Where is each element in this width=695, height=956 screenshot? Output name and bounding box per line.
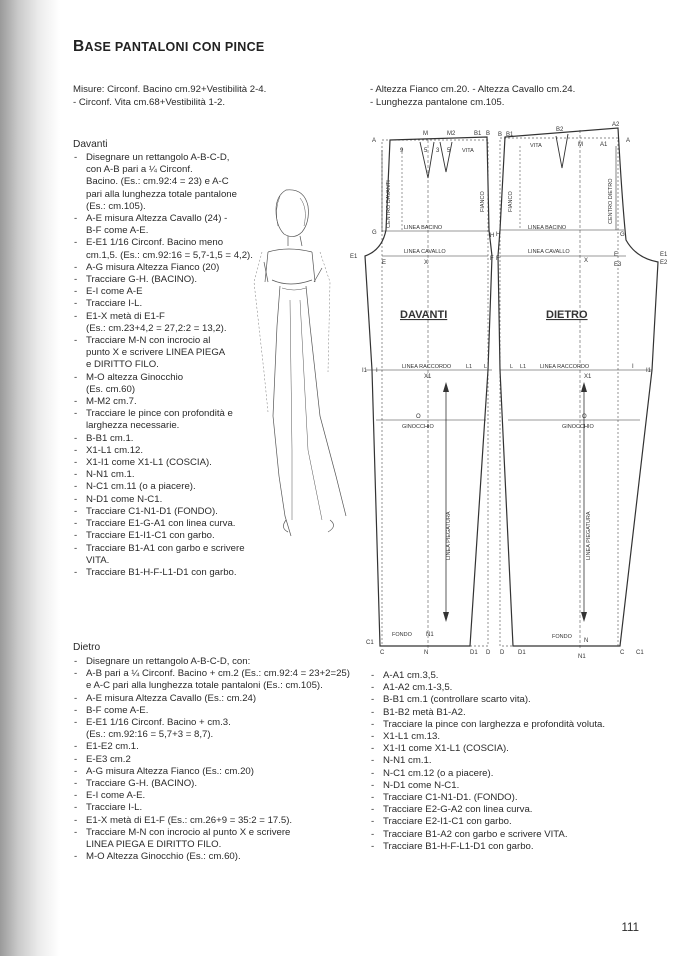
measures-left-1: Misure: Circonf. Bacino cm.92+Vestibilità 2-4. — [73, 84, 267, 95]
list-item: - A1-A2 cm.1-3,5. — [370, 682, 605, 694]
page-number: 111 — [621, 922, 639, 934]
list-item: - Disegnare un rettangolo A-B-C-D, — [73, 152, 253, 164]
back-linea-bacino: LINEA BACINO — [528, 225, 567, 231]
measures-right-1: - Altezza Fianco cm.20. - Altezza Cavallo cm.24. — [370, 84, 576, 95]
back-point-x: X — [584, 258, 589, 264]
list-item: - E-E1 1/16 Circonf. Bacino meno — [73, 237, 253, 249]
back-point-g: G — [620, 232, 625, 238]
front-point-c: C — [380, 650, 385, 656]
list-item: - B-B1 cm.1. — [73, 433, 253, 445]
back-point-e3: E3 — [614, 262, 622, 268]
list-item: - E-E3 cm.2 — [73, 754, 350, 766]
front-point-m: M — [423, 131, 428, 137]
back-vita: VITA — [530, 143, 542, 149]
list-item: (Es.: cm.105). — [86, 200, 146, 212]
back-point-i1: I1 — [646, 368, 652, 374]
front-linea-cavallo: LINEA CAVALLO — [404, 249, 446, 255]
front-linea-piegatura: LINEA PIEGATURA — [446, 511, 452, 560]
list-item: - E-I come A-E. — [73, 790, 350, 802]
front-point-d: D — [486, 650, 491, 656]
back-centro-dietro: CENTRO DIETRO — [608, 178, 614, 224]
back-pattern-panel — [498, 128, 658, 650]
back-point-o: O — [582, 414, 587, 420]
list-item: - E1-X metà di E1-F (Es.: cm.26+9 = 35:2 = 17.5). — [73, 815, 350, 827]
list-item: - E1-X metà di E1-F — [73, 311, 253, 323]
front-point-i: I — [376, 368, 378, 374]
list-item: - Tracciare C1-N1-D1 (FONDO). — [73, 506, 253, 518]
front-pattern-panel — [360, 137, 495, 650]
list-item: - Tracciare B1-A2 con garbo e scrivere VITA. — [370, 829, 605, 841]
back-point-a2: A2 — [612, 122, 620, 128]
front-point-g: G — [372, 230, 377, 236]
list-item: - Tracciare E1-G-A1 con linea curva. — [73, 518, 253, 530]
list-item: - A-B pari a ¼ Circonf. Bacino + cm.2 (Es.: cm.92:4 = 23+2=25) — [73, 668, 350, 680]
back-point-b: B — [498, 132, 503, 138]
list-item: - E1-E2 cm.1. — [73, 741, 350, 753]
back-point-b2: B2 — [556, 127, 564, 133]
list-item: - X1-L1 cm.12. — [73, 445, 253, 457]
list-item: - A-G misura Altezza Fianco (Es.: cm.20) — [73, 766, 350, 778]
list-item: cm.1,5. (Es.: cm.92:16 = 5,7-1,5 = 4,2). — [86, 249, 253, 261]
list-item: - Tracciare I-L. — [73, 802, 350, 814]
list-item: - A-A1 cm.3,5. — [370, 670, 605, 682]
back-point-h: H — [496, 232, 501, 238]
list-item: - N-D1 come N-C1. — [73, 494, 253, 506]
front-point-a: A — [372, 138, 377, 144]
front-point-f: F — [490, 256, 494, 262]
front-point-d1: D1 — [470, 650, 478, 656]
list-item: - Tracciare E2-G-A2 con linea curva. — [370, 804, 605, 816]
front-measure-3: 3 — [436, 148, 440, 154]
front-point-l: L — [484, 364, 488, 370]
list-item: con A-B pari a ¼ Circonf. — [86, 164, 193, 176]
front-point-e1: E1 — [350, 254, 358, 260]
list-item: e A-C pari alla lunghezza totale pantaloni (Es.: cm.105). — [86, 680, 323, 692]
list-item: - Disegnare un rettangolo A-B-C-D, con: — [73, 656, 350, 668]
list-item: - X1-I1 come X1-L1 (COSCIA). — [73, 457, 253, 469]
list-item: - N-C1 cm.12 (o a piacere). — [370, 768, 605, 780]
front-centro-davanti: CENTRO DAVANTI — [386, 180, 392, 228]
back-fianco: FIANCO — [508, 191, 514, 212]
front-point-n: N — [424, 650, 429, 656]
front-point-l1: L1 — [466, 364, 473, 370]
list-item: - A-G misura Altezza Fianco (20) — [73, 262, 253, 274]
front-point-m2: M2 — [447, 131, 456, 137]
back-linea-cavallo: LINEA CAVALLO — [528, 249, 570, 255]
front-point-x: X — [424, 260, 429, 266]
back-point-c: C — [620, 650, 625, 656]
list-item: - A-E misura Altezza Cavallo (24) - — [73, 213, 253, 225]
back-linea-piegatura: LINEA PIEGATURA — [586, 511, 592, 560]
list-item: - B1-B2 metà B1-A2. — [370, 707, 605, 719]
dietro-heading: Dietro — [73, 642, 101, 653]
back-point-d: D — [500, 650, 505, 656]
back-title: DIETRO — [546, 309, 588, 321]
back-point-e: E — [614, 252, 619, 258]
back-point-m: M — [578, 142, 583, 148]
front-point-x1: X1 — [424, 374, 432, 380]
measures-right-2: - Lunghezza pantalone cm.105. — [370, 97, 505, 108]
back-point-b1: B1 — [506, 132, 514, 138]
list-item: - E-I come A-E — [73, 286, 253, 298]
list-item: LINEA PIEGA E DIRITTO FILO. — [86, 839, 222, 851]
list-item: (Es. cm.60) — [86, 383, 136, 395]
front-point-b1: B1 — [474, 131, 482, 137]
back-point-i: I — [632, 364, 634, 370]
front-point-o: O — [416, 414, 421, 420]
back-linea-raccordo: LINEA RACCORDO — [540, 364, 590, 370]
list-item: B-F come A-E. — [86, 225, 149, 237]
back-point-e2: E2 — [660, 260, 668, 266]
fashion-figure-sketch — [264, 190, 346, 536]
back-point-l1: L1 — [520, 364, 527, 370]
back-ginocchio: GINOCCHIO — [562, 424, 594, 430]
list-item: - M-O Altezza Ginocchio (Es.: cm.60). — [73, 851, 350, 863]
list-item: - A-E misura Altezza Cavallo (Es.: cm.24) — [73, 693, 350, 705]
back-point-c1: C1 — [636, 650, 644, 656]
list-item: - Tracciare B1-A1 con garbo e scrivere — [73, 543, 253, 555]
front-fondo: FONDO — [392, 632, 412, 638]
front-measure-5: 5 — [424, 148, 428, 154]
list-item: Bacino. (Es.: cm.92:4 = 23) e A-C — [86, 176, 229, 188]
list-item: - N-N1 cm.1. — [370, 755, 605, 767]
front-measure-9: 9 — [400, 148, 404, 154]
list-item: - Tracciare E1-I1-C1 con garbo. — [73, 530, 253, 542]
back-point-l: L — [510, 364, 514, 370]
list-item: - Tracciare M-N con incrocio al punto X e scrivere — [73, 827, 350, 839]
davanti-heading: Davanti — [73, 139, 108, 150]
back-point-a: A — [626, 138, 631, 144]
list-item: - Tracciare C1-N1-D1. (FONDO). — [370, 792, 605, 804]
front-point-b: B — [486, 131, 491, 137]
list-item: - Tracciare G-H. (BACINO). — [73, 274, 253, 286]
list-item: - X1-L1 cm.13. — [370, 731, 605, 743]
front-measure-5b: 5 — [447, 148, 451, 154]
list-item: - Tracciare E2-I1-C1 con garbo. — [370, 816, 605, 828]
front-point-e: E — [382, 260, 387, 266]
front-vita: VITA — [462, 148, 474, 154]
back-point-n1: N1 — [578, 654, 586, 660]
list-item: - Tracciare le pince con profondità e — [73, 408, 253, 420]
list-item: (Es.: cm.23+4,2 = 27,2:2 = 13,2). — [86, 322, 227, 334]
list-item: - B-F come A-E. — [73, 705, 350, 717]
back-point-f: F — [496, 256, 500, 262]
list-item: - E-E1 1/16 Circonf. Bacino + cm.3. — [73, 717, 350, 729]
front-fianco: FIANCO — [480, 191, 486, 212]
list-item: (Es.: cm.92:16 = 5,7+3 = 8,7). — [86, 729, 214, 741]
list-item: - B-B1 cm.1 (controllare scarto vita). — [370, 694, 605, 706]
back-fondo: FONDO — [552, 634, 572, 640]
back-point-e1: E1 — [660, 252, 668, 258]
list-item: larghezza necessarie. — [86, 420, 180, 432]
list-item: - M-O altezza Ginocchio — [73, 372, 253, 384]
front-linea-raccordo: LINEA RACCORDO — [402, 364, 452, 370]
page-title: BASE PANTALONI CON PINCE — [73, 38, 265, 55]
back-point-a1: A1 — [600, 142, 608, 148]
back-point-d1: D1 — [518, 650, 526, 656]
back-point-n: N — [584, 638, 589, 644]
front-ginocchio: GINOCCHIO — [402, 424, 434, 430]
list-item: e DIRITTO FILO. — [86, 359, 159, 371]
front-linea-bacino: LINEA BACINO — [404, 225, 443, 231]
list-item: - M-M2 cm.7. — [73, 396, 253, 408]
list-item: - X1-I1 come X1-L1 (COSCIA). — [370, 743, 605, 755]
list-item: punto X e scrivere LINEA PIEGA — [86, 347, 226, 359]
front-point-i1: I1 — [362, 368, 368, 374]
front-point-n1: N1 — [426, 632, 434, 638]
front-labels — [350, 131, 494, 656]
list-item: - Tracciare B1-H-F-L1-D1 con garbo. — [73, 567, 253, 579]
list-item: VITA. — [86, 554, 110, 566]
measures-left-2: - Circonf. Vita cm.68+Vestibilità 1-2. — [73, 97, 226, 108]
list-item: - N-C1 cm.11 (o a piacere). — [73, 481, 253, 493]
list-item: - Tracciare B1-H-F-L1-D1 con garbo. — [370, 841, 605, 853]
list-item: - Tracciare G-H. (BACINO). — [73, 778, 350, 790]
front-point-c1: C1 — [366, 640, 374, 646]
list-item: - N-N1 cm.1. — [73, 469, 253, 481]
front-point-h: H — [490, 233, 495, 239]
list-item: - Tracciare I-L. — [73, 298, 253, 310]
list-item: pari alla lunghezza totale pantalone — [86, 188, 237, 200]
front-title: DAVANTI — [400, 309, 448, 321]
list-item: - Tracciare la pince con larghezza e profondità voluta. — [370, 719, 605, 731]
list-item: - N-D1 come N-C1. — [370, 780, 605, 792]
list-item: - Tracciare M-N con incrocio al — [73, 335, 253, 347]
back-point-x1: X1 — [584, 374, 592, 380]
